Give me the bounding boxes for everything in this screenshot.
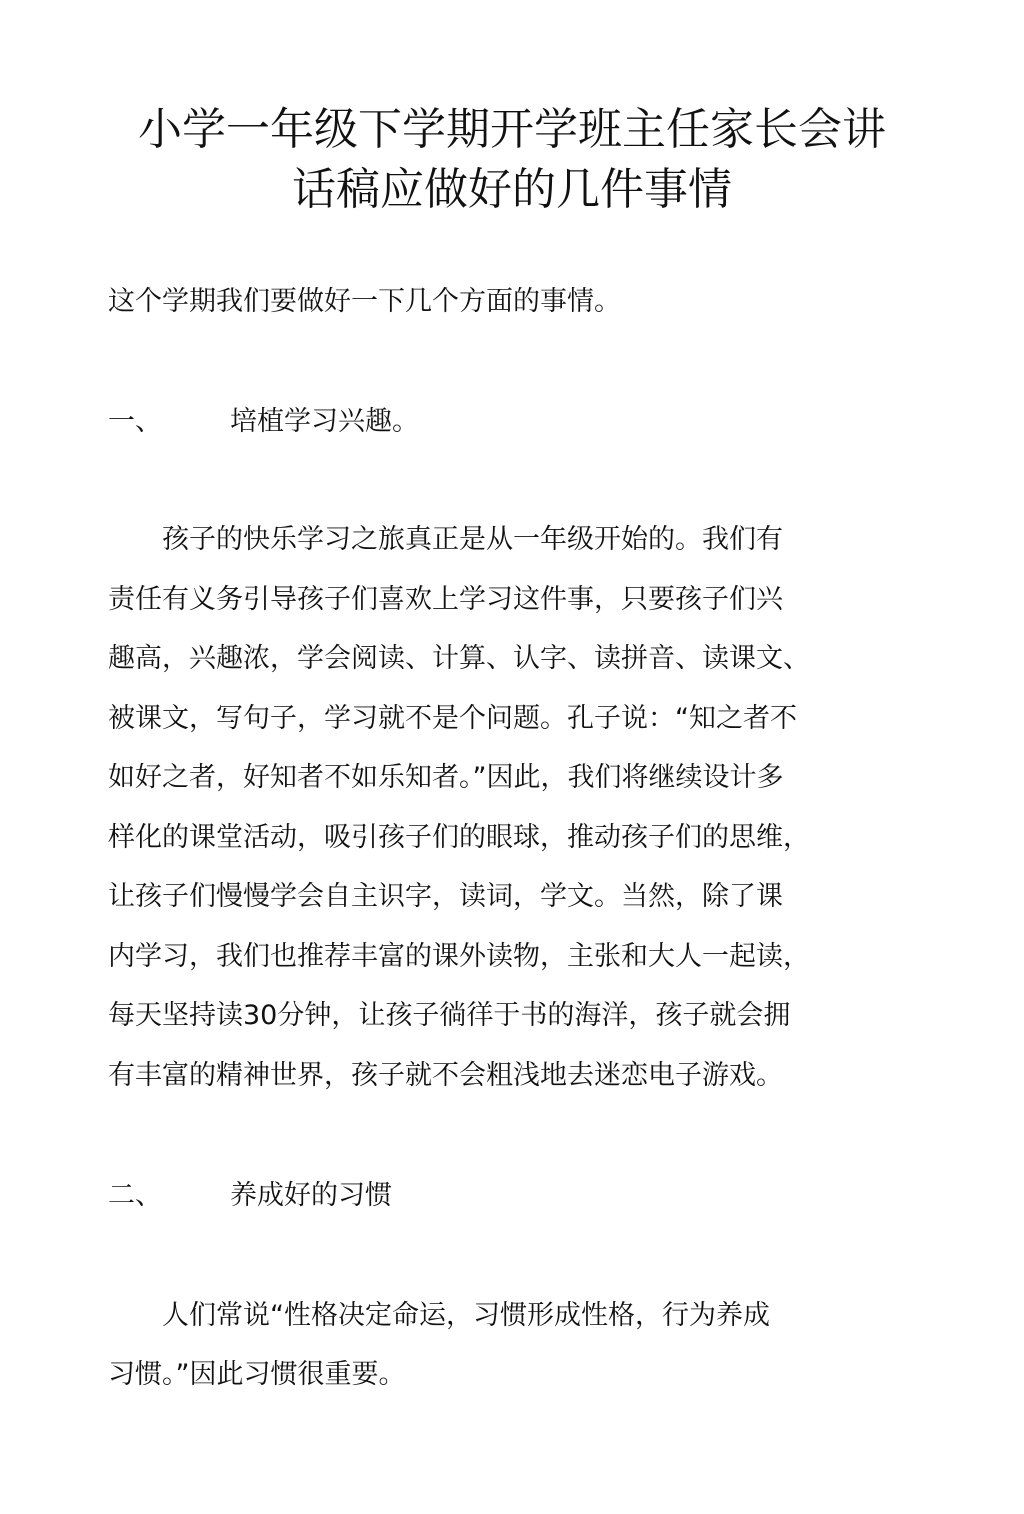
section-1-paragraph-line: 让孩子们慢慢学会自主识字，读词，学文。当然，除了课	[108, 881, 783, 912]
document-title	[0, 100, 1024, 220]
title-line-2: 话稿应做好的几件事情	[292, 164, 732, 215]
section-2-paragraph-line: 习惯。”因此习惯很重要。	[108, 1359, 406, 1390]
section-1-paragraph-line: 有丰富的精神世界，孩子就不会粗浅地去迷恋电子游戏。	[108, 1060, 783, 1091]
section-2-heading	[108, 1178, 392, 1214]
section-2-paragraph-line: 人们常说“性格决定命运，习惯形成性格，行为养成	[108, 1300, 770, 1331]
section-1-paragraph-line: 样化的课堂活动，吸引孩子们的眼球，推动孩子们的思维，	[108, 822, 810, 853]
title-line-1: 小学一年级下学期开学班主任家长会讲	[138, 104, 886, 155]
section-1-number: 一、	[108, 406, 162, 437]
section-2-number: 二、	[108, 1180, 162, 1211]
section-1-paragraph-line: 责任有义务引导孩子们喜欢上学习这件事，只要孩子们兴	[108, 584, 783, 615]
section-1-title: 培植学习兴趣。	[230, 406, 419, 437]
intro-paragraph: 这个学期我们要做好一下几个方面的事情。	[108, 286, 621, 317]
section-1-paragraph-line: 趣高，兴趣浓，学会阅读、计算、认字、读拼音、读课文、	[108, 643, 810, 674]
section-1-paragraph-line: 孩子的快乐学习之旅真正是从一年级开始的。我们有	[108, 524, 783, 555]
section-2-title: 养成好的习惯	[230, 1180, 392, 1211]
section-1-paragraph-line: 被课文，写句子，学习就不是个问题。孔子说：“知之者不	[108, 703, 797, 734]
section-1-paragraph-line: 内学习，我们也推荐丰富的课外读物，主张和大人一起读，	[108, 941, 810, 972]
section-1-heading	[108, 404, 419, 440]
section-1-paragraph-line: 每天坚持读30分钟，让孩子徜徉于书的海洋，孩子就会拥	[108, 1000, 791, 1031]
section-1-paragraph-line: 如好之者，好知者不如乐知者。”因此，我们将继续设计多	[108, 762, 784, 793]
